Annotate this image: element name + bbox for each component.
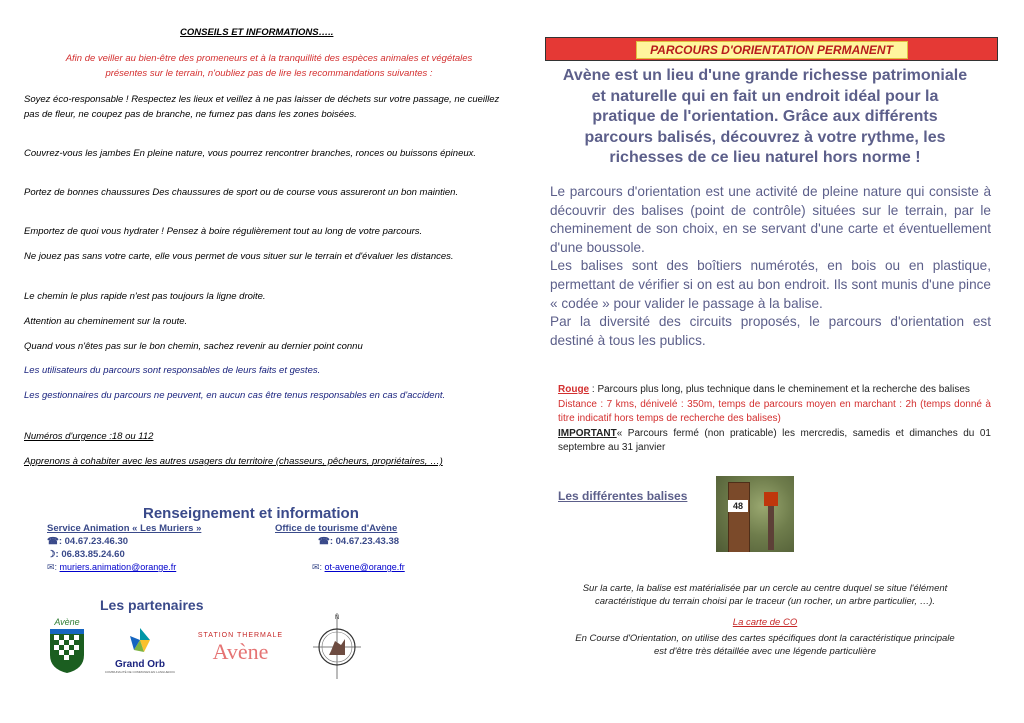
lead-line: parcours balisés, découvrez à votre rythme, les — [584, 128, 946, 146]
important-label: IMPORTANT — [558, 427, 617, 439]
lead-paragraph — [525, 66, 1005, 169]
advice-legs: Couvrez-vous les jambes En pleine nature, vous pourrez rencontrer branches, ronces ou buissons épineux. — [24, 148, 477, 159]
advice-heading: CONSEILS ET INFORMATIONS….. — [180, 27, 334, 38]
balise-post — [728, 482, 750, 552]
mobile-icon: ☽ — [47, 549, 56, 560]
crest-shield-icon — [48, 627, 86, 675]
advice-intro: Afin de veiller au bien-être des promeneurs et à la tranquillité des espèces animales et végétales présentes sur le terrain, n'oubliez pas de lire les recommandations suivantes : — [65, 53, 473, 79]
map-caption-line: caractéristique du terrain choisi par le traceur (un rocher, un arbre particulier, …). — [594, 596, 936, 607]
advice-road: Attention au cheminement sur la route. — [24, 316, 188, 327]
compass-logo — [311, 611, 363, 681]
phone-icon: ☎ — [47, 536, 59, 547]
balises-title: Les différentes balises — [558, 489, 688, 503]
svg-text:N: N — [334, 615, 340, 621]
envelope-icon: ✉: — [312, 562, 325, 572]
advice-shortest: Le chemin le plus rapide n'est pas toujours la ligne droite. — [24, 291, 266, 302]
title-banner — [545, 37, 998, 61]
route-red-distance: Distance : 7 kms, dénivelé : 350m, temps de parcours moyen en marchant : 2h (temps donné à titre indicatif hors temps de recherche des balises) — [558, 398, 991, 424]
balise-number: 48 — [728, 500, 748, 512]
advice-shoes: Portez de bonnes chaussures Des chaussures de sport ou de course vous assureront un bon maintien. — [24, 187, 459, 198]
lead-line: pratique de l'orientation. Grâce aux différents — [592, 108, 938, 125]
lead-line: et naturelle qui en fait un endroit idéal pour la — [591, 87, 939, 105]
lead-line: Avène est un lieu d'une grande richesse patrimoniale — [562, 67, 968, 84]
balise-marker — [764, 492, 778, 506]
office-email-row — [312, 562, 405, 573]
route-red-label: Rouge — [558, 384, 590, 395]
grand-orb-icon — [120, 626, 160, 654]
banner-title: PARCOURS D'ORIENTATION PERMANENT — [636, 41, 908, 59]
grand-orb-label: Grand Orb — [114, 659, 165, 670]
service-name: Service Animation « Les Muriers » — [47, 523, 202, 534]
advice-map: Ne jouez pas sans votre carte, elle vous permet de vous situer sur le terrain et d'évaluer les distances. — [24, 251, 454, 262]
map-caption-line: Sur la carte, la balise est matérialisée par un cercle au centre duquel se situe l'élément — [582, 583, 948, 594]
info-title: Renseignement et information — [143, 505, 359, 522]
balise-stake — [768, 506, 774, 550]
map-caption — [530, 582, 1000, 608]
advice-lost: Quand vous n'êtes pas sur le bon chemin, sachez revenir au dernier point connu — [24, 341, 363, 352]
service-phone: ☎: 04.67.23.46.30 — [47, 536, 129, 547]
advice-water: Emportez de quoi vous hydrater ! Pensez à boire régulièrement tout au long de votre parcours. — [24, 226, 423, 237]
station-thermale-logo — [193, 632, 288, 665]
avene-crest-logo — [48, 617, 86, 677]
balise-photo — [716, 476, 794, 552]
body-paragraph: Les balises sont des boîtiers numérotés, en bois ou en plastique, permettant de vérifier si on est au bon endroit. Ils sont munis d'une pince « codée » pour valider le passage à la balise. — [550, 258, 991, 311]
advice-eco: Soyez éco-responsable ! Respectez les lieux et veillez à ne pas laisser de déchets sur votre passage, ne cueillez pas de fleur, ne coupez pas de branche, ne fumez pas dans les zones boisées. — [24, 94, 500, 120]
service-email-row — [47, 562, 176, 573]
phone-icon: ☎ — [318, 536, 330, 547]
grand-orb-sublabel: COMMUNAUTÉ DE COMMUNES EN LANGUEDOC — [104, 670, 176, 674]
compass-icon — [311, 611, 363, 681]
advice-cohabit: Apprenons à cohabiter avec les autres usagers du territoire (chasseurs, pêcheurs, propriétaires, …) — [24, 456, 443, 467]
station-thermale-label: STATION THERMALE — [197, 632, 284, 639]
office-phone: ☎: 04.67.23.43.38 — [318, 536, 400, 547]
advice-responsible: Les utilisateurs du parcours sont responsables de leurs faits et gestes. — [24, 365, 321, 376]
advice-managers: Les gestionnaires du parcours ne peuvent, en aucun cas être tenus responsables en cas d'accident. — [24, 390, 446, 401]
office-name: Office de tourisme d'Avène — [275, 523, 398, 534]
body-paragraph: Le parcours d'orientation est une activité de pleine nature qui consiste à découvrir des balises (point de contrôle) situées sur le terrain, par le cheminement de son choix, en se servant d'une carte et éventuellement d'une boussole. — [550, 184, 991, 255]
office-email-link[interactable]: ot-avene@orange.fr — [324, 562, 405, 572]
carte-title: La carte de CO — [732, 617, 798, 628]
partners-title: Les partenaires — [100, 597, 204, 613]
service-email-link[interactable]: muriers.animation@orange.fr — [59, 562, 177, 572]
service-mobile: ☽: 06.83.85.24.60 — [47, 549, 125, 560]
station-thermale-name: Avène — [212, 639, 269, 664]
body-text — [550, 183, 991, 350]
carte-text — [530, 632, 1000, 658]
carte-text-line: est d'être très détaillée avec une légende particulière — [653, 646, 877, 657]
avene-crest-label: Avène — [54, 617, 80, 627]
lead-line: richesses de ce lieu naturel hors norme ! — [609, 149, 921, 166]
envelope-icon: ✉: — [47, 562, 60, 572]
route-closure — [558, 427, 991, 456]
body-paragraph: Par la diversité des circuits proposés, le parcours d'orientation est destiné à tous les publics. — [550, 314, 991, 348]
emergency-numbers: Numéros d'urgence :18 ou 112 — [24, 431, 154, 442]
important-text: « Parcours fermé (non praticable) les mercredis, samedis et dimanches du 01 septembre au 31 janvier — [558, 427, 991, 453]
route-red-text: : Parcours plus long, plus technique dans le cheminement et la recherche des balises — [589, 384, 970, 395]
carte-text-line: En Course d'Orientation, on utilise des cartes spécifiques dont la caractéristique principale — [575, 633, 955, 644]
grand-orb-logo — [100, 626, 180, 676]
route-red-block — [558, 383, 991, 456]
route-red-desc — [558, 383, 991, 398]
